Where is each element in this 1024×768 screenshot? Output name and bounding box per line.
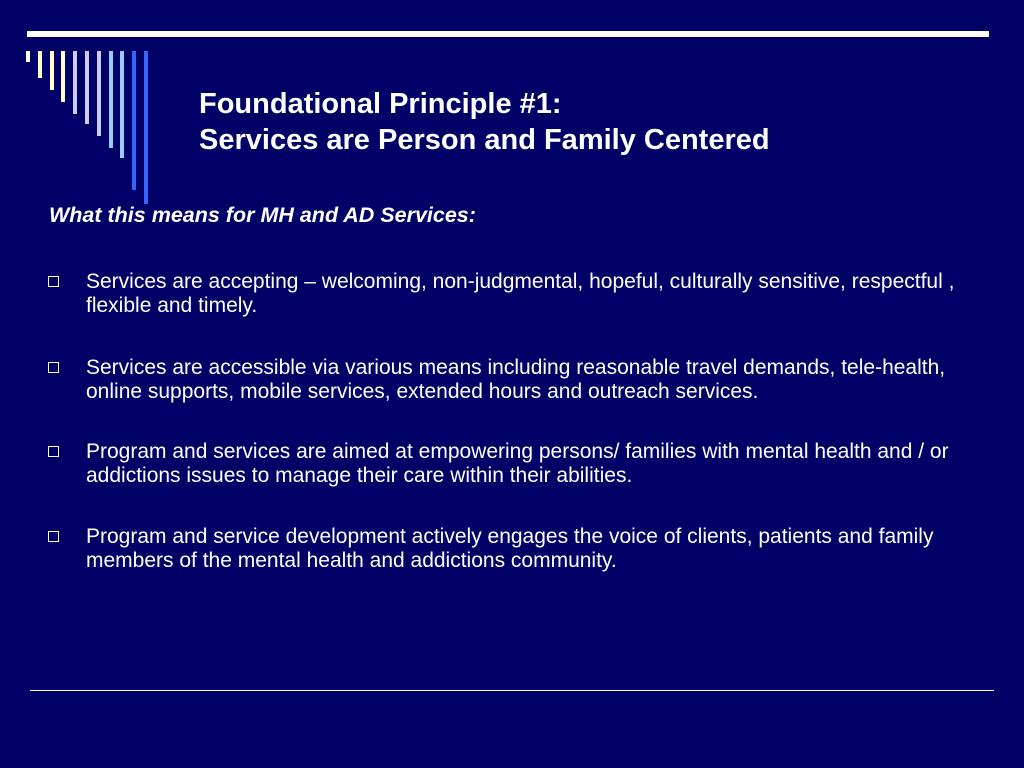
bullet-text: Program and services are aimed at empowering persons/ families with mental health and / or addictions issues to manage their care within their abilities. (86, 440, 949, 487)
decorative-stripe (97, 51, 101, 136)
bullet-item (46, 270, 986, 318)
decorative-stripe (73, 51, 77, 114)
decorative-stripe (61, 51, 65, 102)
hollow-square-icon (48, 446, 59, 457)
hollow-square-icon (48, 362, 59, 373)
decorative-stripe (144, 51, 148, 204)
decorative-stripe (50, 51, 54, 90)
decorative-stripe (132, 51, 136, 190)
bullet-item (46, 440, 986, 488)
decorative-stripe (85, 51, 89, 124)
decorative-stripe (109, 51, 113, 148)
decorative-stripe (38, 51, 42, 78)
bullet-text: Program and service development actively engages the voice of clients, patients and family members of the mental health and addictions community. (86, 525, 934, 572)
bullet-text: Services are accepting – welcoming, non-judgmental, hopeful, culturally sensitive, respectful , flexible and timely. (86, 270, 955, 317)
hollow-square-icon (48, 276, 59, 287)
slide-title (199, 86, 999, 158)
decorative-stripe (26, 51, 30, 62)
title-line-2: Services are Person and Family Centered (199, 124, 770, 156)
bottom-rule (30, 690, 994, 691)
bullet-item (46, 525, 986, 573)
bullet-item (46, 356, 986, 404)
hollow-square-icon (48, 531, 59, 542)
top-rule (27, 31, 989, 37)
subheading: What this means for MH and AD Services: (49, 203, 476, 227)
title-line-1: Foundational Principle #1: (199, 88, 562, 120)
decorative-stripe (120, 51, 124, 158)
bullet-text: Services are accessible via various means including reasonable travel demands, tele-health, online supports, mobile services, extended hours and outreach services. (86, 356, 946, 403)
bullet-list (46, 270, 986, 573)
